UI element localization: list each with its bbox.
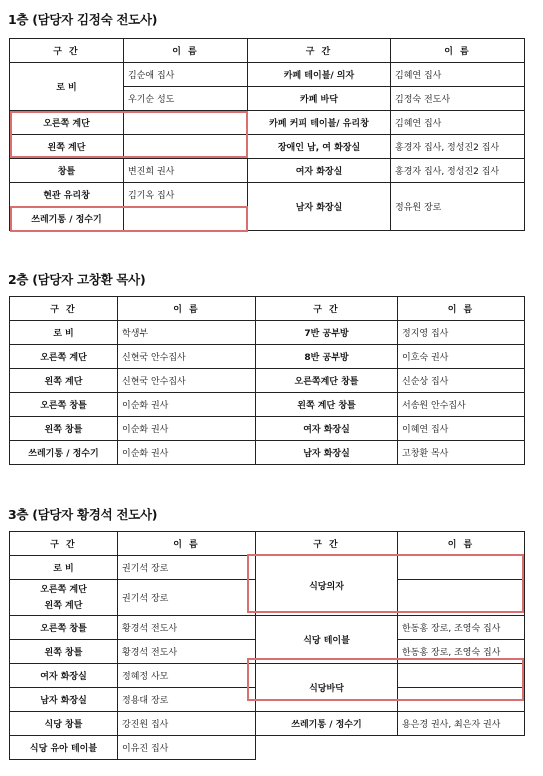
name-cell: 김정숙 전도사 <box>391 87 525 111</box>
name-cell: 정지영 집사 <box>398 321 525 345</box>
floor2-title: 2층 (담당자 고창환 목사) <box>8 272 146 287</box>
floor1-table <box>9 38 525 231</box>
section-cell: 카페 테이블/ 의자 <box>248 63 391 87</box>
section-cell: 남자 화장실 <box>248 183 391 231</box>
section-cell: 오른쪽 계단 <box>10 345 118 369</box>
table-row <box>10 417 525 441</box>
section-cell: 로 비 <box>10 556 118 580</box>
section-cell: 쓰레기통 / 정수기 <box>10 441 118 465</box>
name-cell: 강진원 집사 <box>118 712 256 736</box>
header-section: 구 간 <box>256 532 398 556</box>
table-header-row <box>10 297 525 321</box>
table-row <box>10 736 525 760</box>
table-row <box>10 135 525 159</box>
section-cell: 현관 유리창 <box>10 183 124 207</box>
name-cell: 홍경자 집사, 정성진2 집사 <box>391 135 525 159</box>
name-cell: 권기석 장로 <box>118 580 256 616</box>
floor3-table <box>9 531 525 760</box>
section-cell: 쓰레기통 / 정수기 <box>10 207 124 231</box>
name-cell: 학생부 <box>118 321 256 345</box>
section-cell: 오른쪽 창틀 <box>10 393 118 417</box>
name-cell: 김기옥 집사 <box>124 183 248 207</box>
section-cell: 식당 유아 테이블 <box>10 736 118 760</box>
table-row <box>10 63 525 87</box>
name-cell: 정용대 장로 <box>118 688 256 712</box>
section-cell: 쓰레기통 / 정수기 <box>256 712 398 736</box>
name-cell: 김순애 집사 <box>124 63 248 87</box>
name-cell: 이호숙 권사 <box>398 345 525 369</box>
table-row <box>10 441 525 465</box>
header-section: 구 간 <box>10 532 118 556</box>
section-cell: 왼쪽 계단 <box>10 135 124 159</box>
name-cell: 한동홍 장로, 조영숙 집사 <box>398 616 525 640</box>
name-cell: 한동홍 장로, 조영숙 집사 <box>398 640 525 664</box>
name-cell <box>398 664 525 688</box>
section-line: 왼쪽 계단 <box>44 600 83 611</box>
name-cell: 황경석 전도사 <box>118 640 256 664</box>
floor1-title: 1층 (담당자 김정숙 전도사) <box>8 12 158 27</box>
header-name: 이 름 <box>398 532 525 556</box>
name-cell: 고창환 목사 <box>398 441 525 465</box>
floor2-table <box>9 296 525 465</box>
name-cell: 이순화 권사 <box>118 441 256 465</box>
name-cell <box>398 556 525 580</box>
section-cell <box>10 580 118 616</box>
name-cell: 이순화 권사 <box>118 417 256 441</box>
name-cell: 변진희 권사 <box>124 159 248 183</box>
name-cell: 정혜정 사모 <box>118 664 256 688</box>
table-row <box>10 111 525 135</box>
header-name: 이 름 <box>118 297 256 321</box>
name-cell: 김혜연 집사 <box>391 63 525 87</box>
section-cell: 오른쪽계단 창틀 <box>256 369 398 393</box>
section-cell: 로 비 <box>10 321 118 345</box>
header-section: 구 간 <box>256 297 398 321</box>
table-row <box>10 712 525 736</box>
name-cell: 신현국 안수집사 <box>118 345 256 369</box>
table-row <box>10 393 525 417</box>
section-cell: 식당의자 <box>256 556 398 616</box>
name-cell <box>398 688 525 712</box>
section-cell: 식당바닥 <box>256 664 398 712</box>
name-cell: 신현국 안수집사 <box>118 369 256 393</box>
section-cell: 왼쪽 창틀 <box>10 640 118 664</box>
section-cell: 남자 화장실 <box>256 441 398 465</box>
table-row <box>10 183 525 207</box>
section-cell: 여자 화장실 <box>248 159 391 183</box>
section-cell: 남자 화장실 <box>10 688 118 712</box>
table-row <box>10 159 525 183</box>
name-cell: 정유원 장로 <box>391 183 525 231</box>
section-cell: 장애인 남, 여 화장실 <box>248 135 391 159</box>
table-row <box>10 321 525 345</box>
section-cell: 여자 화장실 <box>256 417 398 441</box>
section-cell: 오른쪽 창틀 <box>10 616 118 640</box>
header-name: 이 름 <box>124 39 248 63</box>
header-section: 구 간 <box>248 39 391 63</box>
header-section: 구 간 <box>10 39 124 63</box>
header-section: 구 간 <box>10 297 118 321</box>
name-cell: 홍경자 집사, 정성진2 집사 <box>391 159 525 183</box>
section-cell: 7반 공부방 <box>256 321 398 345</box>
section-cell: 카페 커피 테이블/ 유리창 <box>248 111 391 135</box>
name-cell: 신순상 집사 <box>398 369 525 393</box>
name-cell <box>398 580 525 616</box>
table-row <box>10 556 525 580</box>
table-header-row <box>10 39 525 63</box>
table-header-row <box>10 532 525 556</box>
empty-cell <box>256 736 525 760</box>
section-cell: 왼쪽 계단 <box>10 369 118 393</box>
name-cell: 이유진 집사 <box>118 736 256 760</box>
header-name: 이 름 <box>118 532 256 556</box>
section-cell: 왼쪽 계단 창틀 <box>256 393 398 417</box>
section-cell: 카페 바닥 <box>248 87 391 111</box>
name-cell <box>124 111 248 135</box>
section-cell: 8반 공부방 <box>256 345 398 369</box>
name-cell: 용은경 권사, 최은자 권사 <box>398 712 525 736</box>
section-line: 오른쪽 계단 <box>40 584 87 595</box>
name-cell: 서송원 안수집사 <box>398 393 525 417</box>
floor3-title: 3층 (담당자 황경석 전도사) <box>8 507 158 522</box>
table-row <box>10 616 525 640</box>
section-cell: 식당 창틀 <box>10 712 118 736</box>
section-cell: 왼쪽 창틀 <box>10 417 118 441</box>
name-cell <box>124 135 248 159</box>
name-cell: 이혜연 집사 <box>398 417 525 441</box>
name-cell: 권기석 장로 <box>118 556 256 580</box>
name-cell <box>124 207 248 231</box>
header-name: 이 름 <box>398 297 525 321</box>
name-cell: 이순화 권사 <box>118 393 256 417</box>
name-cell: 김혜연 집사 <box>391 111 525 135</box>
table-row <box>10 345 525 369</box>
table-row <box>10 369 525 393</box>
section-cell: 창틀 <box>10 159 124 183</box>
section-cell: 오른쪽 계단 <box>10 111 124 135</box>
header-name: 이 름 <box>391 39 525 63</box>
section-cell: 식당 테이블 <box>256 616 398 664</box>
section-cell: 여자 화장실 <box>10 664 118 688</box>
name-cell: 황경석 전도사 <box>118 616 256 640</box>
table-row <box>10 664 525 688</box>
name-cell: 우기순 성도 <box>124 87 248 111</box>
lobby-cell: 로 비 <box>10 63 124 111</box>
